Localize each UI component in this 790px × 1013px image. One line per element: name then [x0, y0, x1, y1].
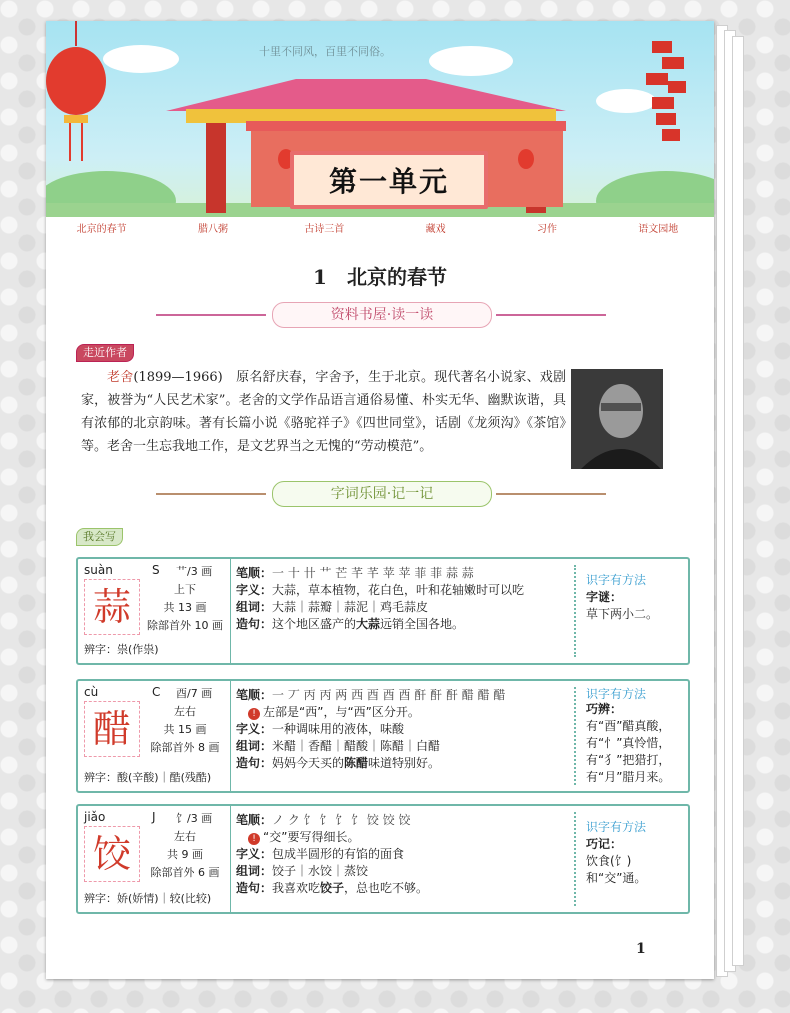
- section-header-words: [156, 481, 606, 507]
- writing-note: 左部是“西”，与“西”区分开。: [263, 705, 420, 719]
- words-row: 组词：米醋｜香醋｜醋酸｜陈醋｜白醋: [236, 739, 441, 753]
- divider-line: [496, 314, 606, 316]
- book-page: [46, 21, 714, 979]
- index-letter: S: [152, 563, 160, 577]
- stroke-order: ノ ク 饣 饣 饣 饣 饺 饺 饺: [272, 813, 411, 827]
- stroke-order-row: 笔顺：一 十 卄 艹 芒 芊 芊 苹 苹 菲 菲 蒜 蒜: [236, 566, 474, 580]
- tip-body: 字谜： 草下两小二。: [586, 590, 659, 621]
- unit-title-box: [290, 151, 488, 209]
- page-stack-edge: [732, 36, 744, 966]
- words: 米醋｜香醋｜醋酸｜陈醋｜白醋: [272, 739, 441, 753]
- index-letter: C: [152, 685, 161, 699]
- outer-strokes: 除部首外 8 画: [150, 741, 220, 754]
- tip-body: 巧辨： 有“酉”醋真酸，有“忄”真怜惜，有“犭”把猎打，有“月”腊月来。: [586, 702, 671, 784]
- big-character: 饺: [84, 826, 140, 882]
- distinguish-char: 辨字：酸(辛酸)｜酷(残酷): [84, 771, 212, 784]
- memory-tip: [572, 681, 688, 791]
- stroke-count: 共 15 画: [163, 723, 207, 736]
- distinguish-char: 辨字：祟(作祟): [84, 643, 159, 656]
- words-row: 组词：饺子｜水饺｜蒸饺: [236, 864, 369, 878]
- write-badge: 我会写: [76, 528, 123, 546]
- pinyin: suàn: [84, 563, 113, 577]
- note-row: [236, 829, 556, 846]
- big-character: 醋: [84, 701, 140, 757]
- portrait-image: [571, 369, 663, 469]
- stroke-count: 共 13 画: [163, 601, 207, 614]
- unit-banner: [46, 21, 714, 217]
- divider-line: [156, 493, 266, 495]
- structure: 左右: [174, 830, 196, 843]
- char-card-suan: [76, 557, 690, 665]
- tip-heading: 识字有方法: [586, 687, 647, 701]
- radical: 饣/3 画: [176, 812, 213, 825]
- memory-tip: [572, 806, 688, 912]
- section-tag: 字词乐园·记一记: [272, 481, 492, 507]
- meaning: 包成半圆形的有馅的面食: [272, 847, 405, 861]
- meaning-row: 字义：一种调味用的液体，味酸: [236, 722, 405, 736]
- section-tag: 资料书屋·读一读: [272, 302, 492, 328]
- note-row: [236, 704, 556, 721]
- stroke-order-row: 笔顺：一 丆 丙 丙 两 西 酉 酉 酉 酐 酐 酐 醋 醋 醋: [236, 688, 506, 702]
- lesson-title: 1 北京的春节: [313, 265, 447, 289]
- char-details: [236, 565, 556, 633]
- structure: 上下: [174, 583, 196, 596]
- structure: 左右: [174, 705, 196, 718]
- char-card-jiao: [76, 804, 690, 914]
- author-name: 老舍: [107, 370, 134, 385]
- banner-motto: 十里不同风，百里不同俗。: [259, 45, 391, 58]
- outer-strokes: 除部首外 10 画: [147, 619, 223, 632]
- stroke-order-row: 笔顺：ノ ク 饣 饣 饣 饣 饺 饺 饺: [236, 813, 411, 827]
- sentence-row: 造句：这个地区盛产的大蒜远销全国各地。: [236, 617, 465, 631]
- char-info-panel: [78, 559, 231, 663]
- words-row: 组词：大蒜｜蒜瓣｜蒜泥｜鸡毛蒜皮: [236, 600, 429, 614]
- pinyin: cù: [84, 685, 99, 699]
- sentence-row: 造句：妈妈今天买的陈醋味道特别好。: [236, 756, 441, 770]
- meaning: 大蒜，草本植物，花白色，叶和花轴嫩时可以吃: [272, 583, 525, 597]
- divider-line: [156, 314, 266, 316]
- author-text: (1899—1966) 原名舒庆春，字舍予，生于北京。现代著名小说家、戏剧家，被誉为“人民艺术家”。老舍的文学作品语言通俗易懂、朴实无华、幽默诙谐，具有浓郁的北京韵味。著有长篇小说《骆驼祥子》《四世同堂》，话剧《龙须沟》《茶馆》等。老舍一生忘我地工作，是文艺界当之无愧的“劳动模范”。: [81, 370, 566, 454]
- author-badge: 走近作者: [76, 344, 134, 362]
- stroke-order: 一 十 卄 艹 芒 芊 芊 苹 苹 菲 菲 蒜 蒜: [272, 566, 474, 580]
- warning-icon: !: [248, 833, 260, 845]
- radical: 酉/7 画: [176, 687, 213, 700]
- page-number: 1: [636, 941, 646, 957]
- unit-title: 第一单元: [328, 165, 449, 198]
- tip-heading: 识字有方法: [586, 573, 647, 587]
- meaning: 一种调味用的液体，味酸: [272, 722, 405, 736]
- section-header-reading: [156, 302, 606, 328]
- big-character: 蒜: [84, 579, 140, 635]
- divider-line: [496, 493, 606, 495]
- stroke-order: 一 丆 丙 丙 两 西 酉 酉 酉 酐 酐 酐 醋 醋 醋: [272, 688, 506, 702]
- radical: 艹/3 画: [176, 565, 213, 578]
- warning-icon: !: [248, 708, 260, 720]
- pinyin: jiǎo: [84, 810, 106, 824]
- author-paragraph: [81, 366, 566, 458]
- nav-item[interactable]: 北京的春节: [76, 224, 127, 235]
- char-info-panel: [78, 681, 231, 791]
- lesson-nav: [46, 219, 714, 241]
- nav-item[interactable]: 古诗三首: [304, 224, 345, 235]
- nav-item[interactable]: 习作: [536, 224, 557, 235]
- memory-tip: [572, 559, 688, 663]
- words: 饺子｜水饺｜蒸饺: [272, 864, 369, 878]
- meaning-row: 字义：大蒜，草本植物，花白色，叶和花轴嫩时可以吃: [236, 583, 525, 597]
- sentence-row: 造句：我喜欢吃饺子，总也吃不够。: [236, 881, 429, 895]
- meaning-row: 字义：包成半圆形的有馅的面食: [236, 847, 405, 861]
- writing-note: “交”要写得细长。: [263, 830, 360, 844]
- nav-item[interactable]: 语文园地: [638, 224, 679, 235]
- char-details: [236, 687, 556, 772]
- char-card-cu: [76, 679, 690, 793]
- stroke-count: 共 9 画: [167, 848, 203, 861]
- char-info-panel: [78, 806, 231, 912]
- tip-heading: 识字有方法: [586, 820, 647, 834]
- distinguish-char: 辨字：娇(娇情)｜较(比较): [84, 892, 212, 905]
- words: 大蒜｜蒜瓣｜蒜泥｜鸡毛蒜皮: [272, 600, 429, 614]
- index-letter: J: [152, 810, 156, 824]
- tip-body: 巧记： 饮食(饣)和“交”通。: [586, 837, 647, 885]
- nav-item[interactable]: 腊八粥: [197, 224, 228, 235]
- nav-item[interactable]: 藏戏: [425, 224, 446, 235]
- author-photo: [571, 369, 663, 469]
- outer-strokes: 除部首外 6 画: [150, 866, 220, 879]
- char-details: [236, 812, 556, 897]
